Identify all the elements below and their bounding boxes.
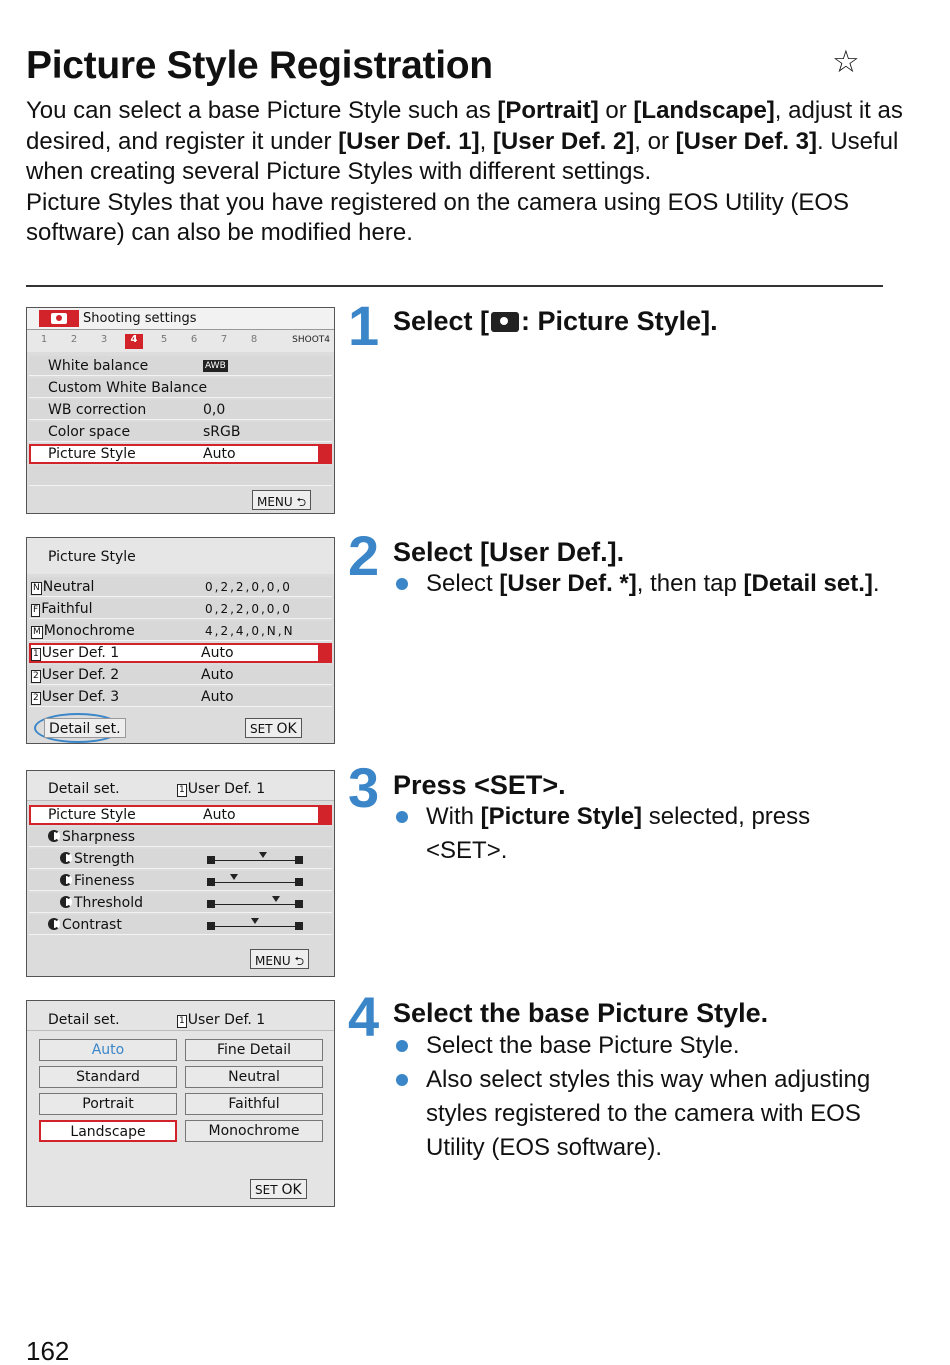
slider-marker xyxy=(251,918,259,924)
screen-shooting-settings xyxy=(26,307,335,514)
star-icon: ☆ xyxy=(832,44,860,79)
param-icon xyxy=(60,896,72,908)
style-icon: F xyxy=(33,605,39,615)
screen-base-style xyxy=(26,1000,335,1207)
style-icon: 2 xyxy=(33,693,39,703)
detail-row[interactable] xyxy=(29,849,332,869)
style-name: User Def. 3 xyxy=(41,689,120,705)
tab-strip xyxy=(27,330,334,352)
tab-2[interactable]: 2 xyxy=(70,334,78,345)
tab-4[interactable]: 4 xyxy=(125,334,143,349)
detail-name: Sharpness xyxy=(62,829,136,845)
style-row[interactable] xyxy=(29,687,332,707)
style-row-value: 0,2,2,0,0,0 xyxy=(205,602,292,616)
style-name: User Def. 2 xyxy=(41,667,120,683)
detail-row-label xyxy=(60,851,135,867)
detail-row[interactable] xyxy=(29,827,332,847)
menu-row[interactable] xyxy=(29,422,332,442)
style-row[interactable] xyxy=(29,599,332,619)
style-name: Faithful xyxy=(41,601,93,617)
detail-row-label xyxy=(48,917,122,933)
style-row-label xyxy=(31,601,92,617)
detail-name: Picture Style xyxy=(48,807,136,823)
camera-icon xyxy=(491,312,519,332)
style-row-label xyxy=(31,645,119,661)
style-icon: 2 xyxy=(33,671,39,681)
menu-row-value: sRGB xyxy=(203,424,241,440)
style-row[interactable] xyxy=(29,665,332,685)
detail-row-label xyxy=(48,829,135,845)
style-icon: N xyxy=(33,583,40,593)
tab-1[interactable]: 1 xyxy=(40,334,48,345)
menu-row-empty xyxy=(29,466,332,486)
param-icon xyxy=(48,918,60,930)
step-heading: Select [ : Picture Style]. xyxy=(393,306,718,336)
menu-row-label: Color space xyxy=(48,424,131,440)
detail-row[interactable] xyxy=(29,805,332,825)
screen-detail-set xyxy=(26,770,335,977)
slider-marker xyxy=(272,896,280,902)
detail-row[interactable] xyxy=(29,871,332,891)
style-option-fine-detail[interactable]: Fine Detail xyxy=(185,1039,323,1061)
tab-name: SHOOT4 xyxy=(292,335,330,345)
slider-min xyxy=(207,900,215,908)
menu-row[interactable] xyxy=(29,356,332,376)
menu-row-value: AWB xyxy=(205,361,226,371)
param-icon xyxy=(60,874,72,886)
intro-paragraph-1: You can select a base Picture Style such as [Portrait] or [Landscape], adjust it as desired, and register it under [User Def. 1], [User Def. 2], or [User Def. 3]. Useful when creating several Picture Styles with different settings. xyxy=(26,97,903,185)
menu-row[interactable] xyxy=(29,444,332,464)
menu-header-title: Shooting settings xyxy=(83,311,197,326)
detail-row[interactable] xyxy=(29,893,332,913)
bullet-item: Select the base Picture Style. xyxy=(426,1029,896,1063)
menu-row-label: White balance xyxy=(48,358,149,374)
style-name: Neutral xyxy=(42,579,95,595)
screen-header-title: Detail set. xyxy=(48,1012,120,1028)
style-row[interactable] xyxy=(29,577,332,597)
detail-name: Contrast xyxy=(62,917,122,933)
param-icon xyxy=(48,830,60,842)
user-def-header: 1 User Def. 1 xyxy=(179,781,266,797)
tab-8[interactable]: 8 xyxy=(250,334,258,345)
camera-tab-icon[interactable] xyxy=(39,310,79,327)
style-icon: 1 xyxy=(33,649,39,659)
user-def-header: 1 User Def. 1 xyxy=(179,1012,266,1028)
style-row[interactable] xyxy=(29,621,332,641)
detail-name: Fineness xyxy=(74,873,135,889)
step-number: 1 xyxy=(348,294,380,357)
user-def-icon: 1 xyxy=(179,785,185,795)
slider-max xyxy=(295,900,303,908)
screen-header-title: Detail set. xyxy=(48,781,120,797)
menu-back-button[interactable]: MENU ⮌ xyxy=(250,949,309,969)
style-option-landscape[interactable]: Landscape xyxy=(39,1120,177,1142)
menu-row[interactable] xyxy=(29,378,332,398)
set-ok-button[interactable]: SET OK xyxy=(250,1179,307,1199)
style-option-auto[interactable]: Auto xyxy=(39,1039,177,1061)
style-row-label xyxy=(31,667,119,683)
menu-back-button[interactable]: MENU ⮌ xyxy=(252,490,311,510)
bullet-item: Also select styles this way when adjusting styles registered to the camera with EOS Utility (EOS software). xyxy=(426,1063,896,1165)
style-row-label xyxy=(31,623,135,639)
style-row-value: Auto xyxy=(201,667,234,683)
screen-header-title: Picture Style xyxy=(48,549,136,565)
bullet-item: Select [User Def. *], then tap [Detail set.]. xyxy=(426,567,896,601)
detail-name: Strength xyxy=(74,851,135,867)
back-icon: ⮌ xyxy=(296,495,307,509)
style-name: User Def. 1 xyxy=(41,645,120,661)
menu-row-label: Custom White Balance xyxy=(48,380,208,396)
step-heading: Press <SET>. xyxy=(393,770,566,800)
page-number: 162 xyxy=(26,1336,70,1365)
step-heading: Select the base Picture Style. xyxy=(393,998,769,1028)
menu-row-value: 0,0 xyxy=(203,402,226,418)
param-slider[interactable] xyxy=(207,918,303,932)
menu-header xyxy=(27,308,334,330)
screen-header xyxy=(27,538,334,574)
slider-max xyxy=(295,856,303,864)
tab-7[interactable]: 7 xyxy=(220,334,228,345)
detail-row[interactable] xyxy=(29,915,332,935)
detail-set-button[interactable]: Detail set. xyxy=(44,718,126,738)
tab-3[interactable]: 3 xyxy=(100,334,108,345)
intro-text xyxy=(26,96,906,249)
step-number: 4 xyxy=(348,985,380,1048)
param-slider[interactable] xyxy=(207,874,303,888)
style-row[interactable] xyxy=(29,643,332,663)
detail-row-value: Auto xyxy=(203,807,236,823)
detail-name: Threshold xyxy=(74,895,143,911)
screen-header xyxy=(27,1001,334,1031)
slider-min xyxy=(207,856,215,864)
style-option-monochrome[interactable]: Monochrome xyxy=(185,1120,323,1142)
back-icon: ⮌ xyxy=(294,954,305,968)
detail-row-label xyxy=(48,807,136,823)
tab-6[interactable]: 6 xyxy=(190,334,198,345)
step-number: 2 xyxy=(348,524,380,587)
slider-min xyxy=(207,878,215,886)
style-name: Monochrome xyxy=(43,623,135,639)
slider-marker xyxy=(230,874,238,880)
style-option-faithful[interactable]: Faithful xyxy=(185,1093,323,1115)
tab-5[interactable]: 5 xyxy=(160,334,168,345)
style-option-portrait[interactable]: Portrait xyxy=(39,1093,177,1115)
user-def-icon: 1 xyxy=(179,1016,185,1026)
step-number: 3 xyxy=(348,756,380,819)
menu-row-value: Auto xyxy=(203,446,236,462)
bullet-item: With [Picture Style] selected, press <SET>. xyxy=(426,800,896,868)
detail-row-label xyxy=(60,895,143,911)
slider-min xyxy=(207,922,215,930)
menu-row-label: WB correction xyxy=(48,402,147,418)
intro-paragraph-2: Picture Styles that you have registered on the camera using EOS Utility (EOS software) can also be modified here. xyxy=(26,188,850,246)
slider-marker xyxy=(259,852,267,858)
style-icon: M xyxy=(33,627,41,637)
style-row-value: 4,2,4,0,N,N xyxy=(205,624,295,638)
slider-max xyxy=(295,878,303,886)
set-ok-button[interactable]: SET OK xyxy=(245,718,302,738)
step-heading: Select [User Def.]. xyxy=(393,537,625,567)
style-row-label xyxy=(31,689,119,705)
screen-header xyxy=(27,771,334,801)
param-icon xyxy=(60,852,72,864)
page-title: Picture Style Registration xyxy=(26,44,493,87)
menu-row[interactable] xyxy=(29,400,332,420)
divider xyxy=(26,285,883,287)
style-row-value: Auto xyxy=(201,645,234,661)
slider-max xyxy=(295,922,303,930)
style-option-standard[interactable]: Standard xyxy=(39,1066,177,1088)
style-option-neutral[interactable]: Neutral xyxy=(185,1066,323,1088)
style-row-label xyxy=(31,579,94,595)
style-row-value: 0,2,2,0,0,0 xyxy=(205,580,292,594)
detail-row-label xyxy=(60,873,134,889)
style-row-value: Auto xyxy=(201,689,234,705)
param-slider[interactable] xyxy=(207,852,303,866)
param-slider[interactable] xyxy=(207,896,303,910)
screen-picture-style xyxy=(26,537,335,744)
menu-row-label: Picture Style xyxy=(48,446,136,462)
